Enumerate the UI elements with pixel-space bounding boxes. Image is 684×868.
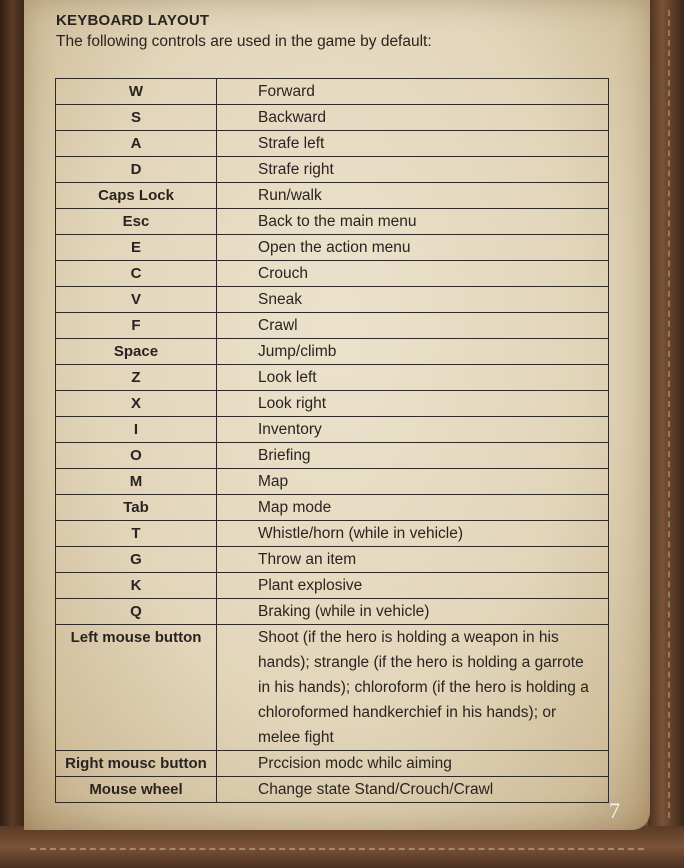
- action-cell: Change state Stand/Crouch/Crawl: [217, 777, 609, 803]
- table-row: [56, 573, 609, 599]
- intro-text: The following controls are used in the game by default:: [56, 33, 432, 50]
- action-cell: Braking (while in vehicle): [217, 599, 609, 625]
- key-cell: Right mousc button: [56, 751, 217, 777]
- table-row: [56, 79, 609, 105]
- table-row: [56, 313, 609, 339]
- table-row: [56, 417, 609, 443]
- key-cell: Mouse wheel: [56, 777, 217, 803]
- keyboard-layout-table: [55, 78, 609, 803]
- key-cell: E: [56, 235, 217, 261]
- table-row: [56, 391, 609, 417]
- page-number: 7: [609, 798, 620, 823]
- action-cell: Briefing: [217, 443, 609, 469]
- table-row: [56, 599, 609, 625]
- table-row: [56, 261, 609, 287]
- key-cell: Z: [56, 365, 217, 391]
- key-cell: Q: [56, 599, 217, 625]
- binder-stitching-bottom: [30, 848, 644, 850]
- key-cell: T: [56, 521, 217, 547]
- key-cell: S: [56, 105, 217, 131]
- table-row: [56, 287, 609, 313]
- table-row: [56, 547, 609, 573]
- key-cell: Left mouse button: [56, 625, 217, 751]
- table-row: [56, 183, 609, 209]
- key-cell: F: [56, 313, 217, 339]
- binder-right-edge: [648, 0, 684, 868]
- action-cell: Run/walk: [217, 183, 609, 209]
- action-cell: Forward: [217, 79, 609, 105]
- binder-bottom-edge: [0, 826, 684, 868]
- key-cell: C: [56, 261, 217, 287]
- action-cell: Look left: [217, 365, 609, 391]
- action-cell: Map mode: [217, 495, 609, 521]
- key-cell: G: [56, 547, 217, 573]
- action-cell: Crouch: [217, 261, 609, 287]
- key-cell: Caps Lock: [56, 183, 217, 209]
- table-row: [56, 339, 609, 365]
- action-cell: Prccision modc whilc aiming: [217, 751, 609, 777]
- table-row: [56, 495, 609, 521]
- table-row: [56, 751, 609, 777]
- table-row: [56, 209, 609, 235]
- table-row: [56, 625, 609, 751]
- table-row: [56, 235, 609, 261]
- binder-stitching-right: [668, 10, 670, 818]
- table-row: [56, 443, 609, 469]
- action-cell: Shoot (if the hero is holding a weapon in his hands); strangle (if the hero is holding a garrote in his hands); chloroform (if the hero is holding a chloroformed handkerchief in his hands); or melee fight: [217, 625, 609, 751]
- table-row: [56, 365, 609, 391]
- table-row: [56, 777, 609, 803]
- section-heading: KEYBOARD LAYOUT: [56, 12, 210, 29]
- key-cell: Tab: [56, 495, 217, 521]
- action-cell: Throw an item: [217, 547, 609, 573]
- key-cell: I: [56, 417, 217, 443]
- table-body: [56, 79, 609, 803]
- key-cell: O: [56, 443, 217, 469]
- table-row: [56, 521, 609, 547]
- action-cell: Look right: [217, 391, 609, 417]
- table-row: [56, 469, 609, 495]
- action-cell: Jump/climb: [217, 339, 609, 365]
- action-cell: Map: [217, 469, 609, 495]
- action-cell: Inventory: [217, 417, 609, 443]
- key-cell: D: [56, 157, 217, 183]
- action-cell: Open the action menu: [217, 235, 609, 261]
- action-cell: Strafe left: [217, 131, 609, 157]
- key-cell: M: [56, 469, 217, 495]
- binder-left-edge: [0, 0, 26, 868]
- table-row: [56, 131, 609, 157]
- key-cell: A: [56, 131, 217, 157]
- action-cell: Strafe right: [217, 157, 609, 183]
- action-cell: Whistle/horn (while in vehicle): [217, 521, 609, 547]
- action-cell: Crawl: [217, 313, 609, 339]
- action-cell: Backward: [217, 105, 609, 131]
- key-cell: K: [56, 573, 217, 599]
- action-cell: Plant explosive: [217, 573, 609, 599]
- table-row: [56, 105, 609, 131]
- key-cell: W: [56, 79, 217, 105]
- key-cell: V: [56, 287, 217, 313]
- action-cell: Back to the main menu: [217, 209, 609, 235]
- key-cell: Space: [56, 339, 217, 365]
- key-cell: Esc: [56, 209, 217, 235]
- action-cell: Sneak: [217, 287, 609, 313]
- key-cell: X: [56, 391, 217, 417]
- table-row: [56, 157, 609, 183]
